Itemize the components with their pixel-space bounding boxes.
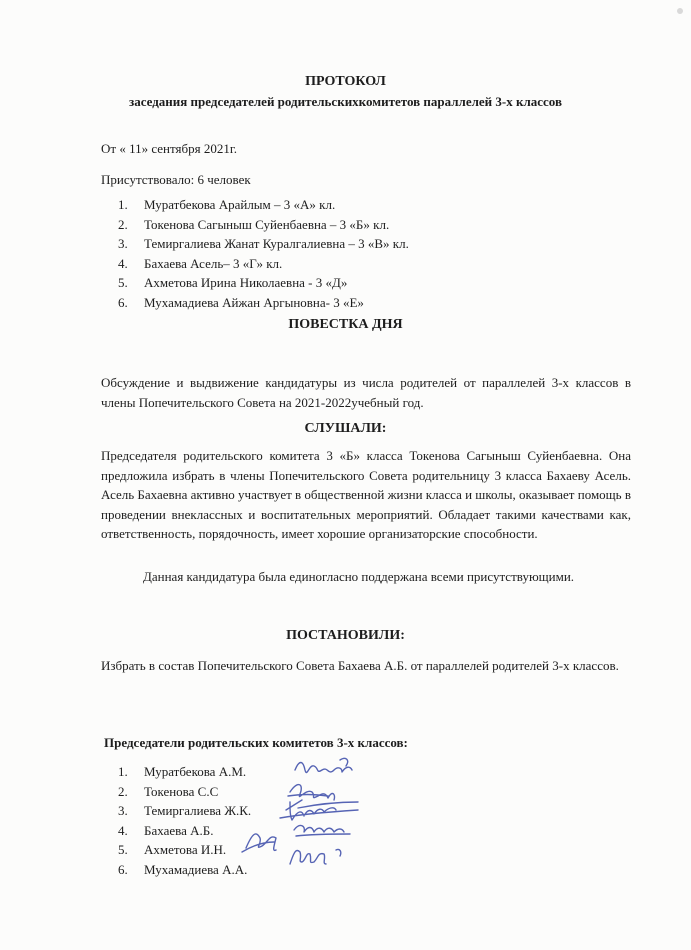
- signature-5: [242, 834, 276, 852]
- scan-mark: [677, 8, 683, 14]
- support-text: Данная кандидатура была единогласно поддержана всеми присутствующими.: [143, 569, 575, 584]
- resolved-heading: ПОСТАНОВИЛИ:: [286, 628, 405, 643]
- heard-text: Председателя родительского комитета 3 «Б» класса Токенова Сагыныш Суйенбаевна. Она предложила избрать в члены Попечительского Совета родительницу 3 класса Бахаеву Асель. Асель Бахаевна активно участвует в общественной жизни класса и школы, оказывает помощь в проведении внеклассных и воспитательных мероприятий. Обладает такими качествами как, ответственность, порядочность, имеет хорошие организаторские способности.: [101, 448, 631, 541]
- document-subtitle: заседания председателей родительскихкомитетов параллелей 3-х классов: [128, 94, 563, 109]
- agenda-heading: ПОВЕСТКА ДНЯ: [288, 317, 403, 332]
- signature-1: [295, 758, 352, 772]
- signature-3: [280, 800, 358, 820]
- list-item: 3. Темиргалиева Жанат Куралгалиевна – 3 «В» кл.: [118, 236, 409, 251]
- heard-heading: СЛУШАЛИ:: [304, 421, 387, 436]
- agenda-text: Обсуждение и выдвижение кандидатуры из числа родителей от параллелей 3-х классов в члены Попечительского Совета на 2021-2022учебный год.: [101, 375, 631, 410]
- list-item: 4. Бахаева Асель– 3 «Г» кл.: [118, 255, 283, 271]
- list-item: 5. Ахметова И.Н.: [118, 842, 227, 857]
- list-item: 4. Бахаева А.Б.: [118, 822, 214, 838]
- list-item: 6. Мухамадиева Айжан Аргыновна- 3 «Е»: [118, 294, 364, 310]
- signatures-graphic: [240, 752, 390, 872]
- signatories-heading: Председатели родительских комитетов 3-х классов:: [104, 735, 408, 750]
- signature-6: [290, 849, 341, 864]
- attendees-list: [118, 195, 409, 312]
- resolved-text: Избрать в состав Попечительского Совета Бахаева А.Б. от параллелей родителей 3-х классов.: [101, 658, 619, 673]
- date-line: От « 11» сентября 2021г.: [101, 141, 237, 156]
- list-item: 3. Темиргалиева Ж.К.: [118, 803, 252, 818]
- list-item: 2. Токенова С.С: [118, 783, 219, 799]
- list-item: 1. Муратбекова А.М.: [118, 764, 247, 779]
- list-item: 6. Мухамадиева А.А.: [118, 861, 248, 877]
- signatories-list: [118, 762, 251, 879]
- list-item: 5. Ахметова Ирина Николаевна - 3 «Д»: [118, 275, 348, 290]
- present-line: Присутствовало: 6 человек: [101, 172, 251, 187]
- document-title: ПРОТОКОЛ: [305, 74, 386, 89]
- list-item: 2. Токенова Сагыныш Суйенбаевна – 3 «Б» кл.: [118, 216, 390, 232]
- list-item: 1. Муратбекова Арайлым – 3 «А» кл.: [118, 197, 336, 212]
- signature-4: [294, 826, 350, 836]
- signature-2: [288, 785, 335, 800]
